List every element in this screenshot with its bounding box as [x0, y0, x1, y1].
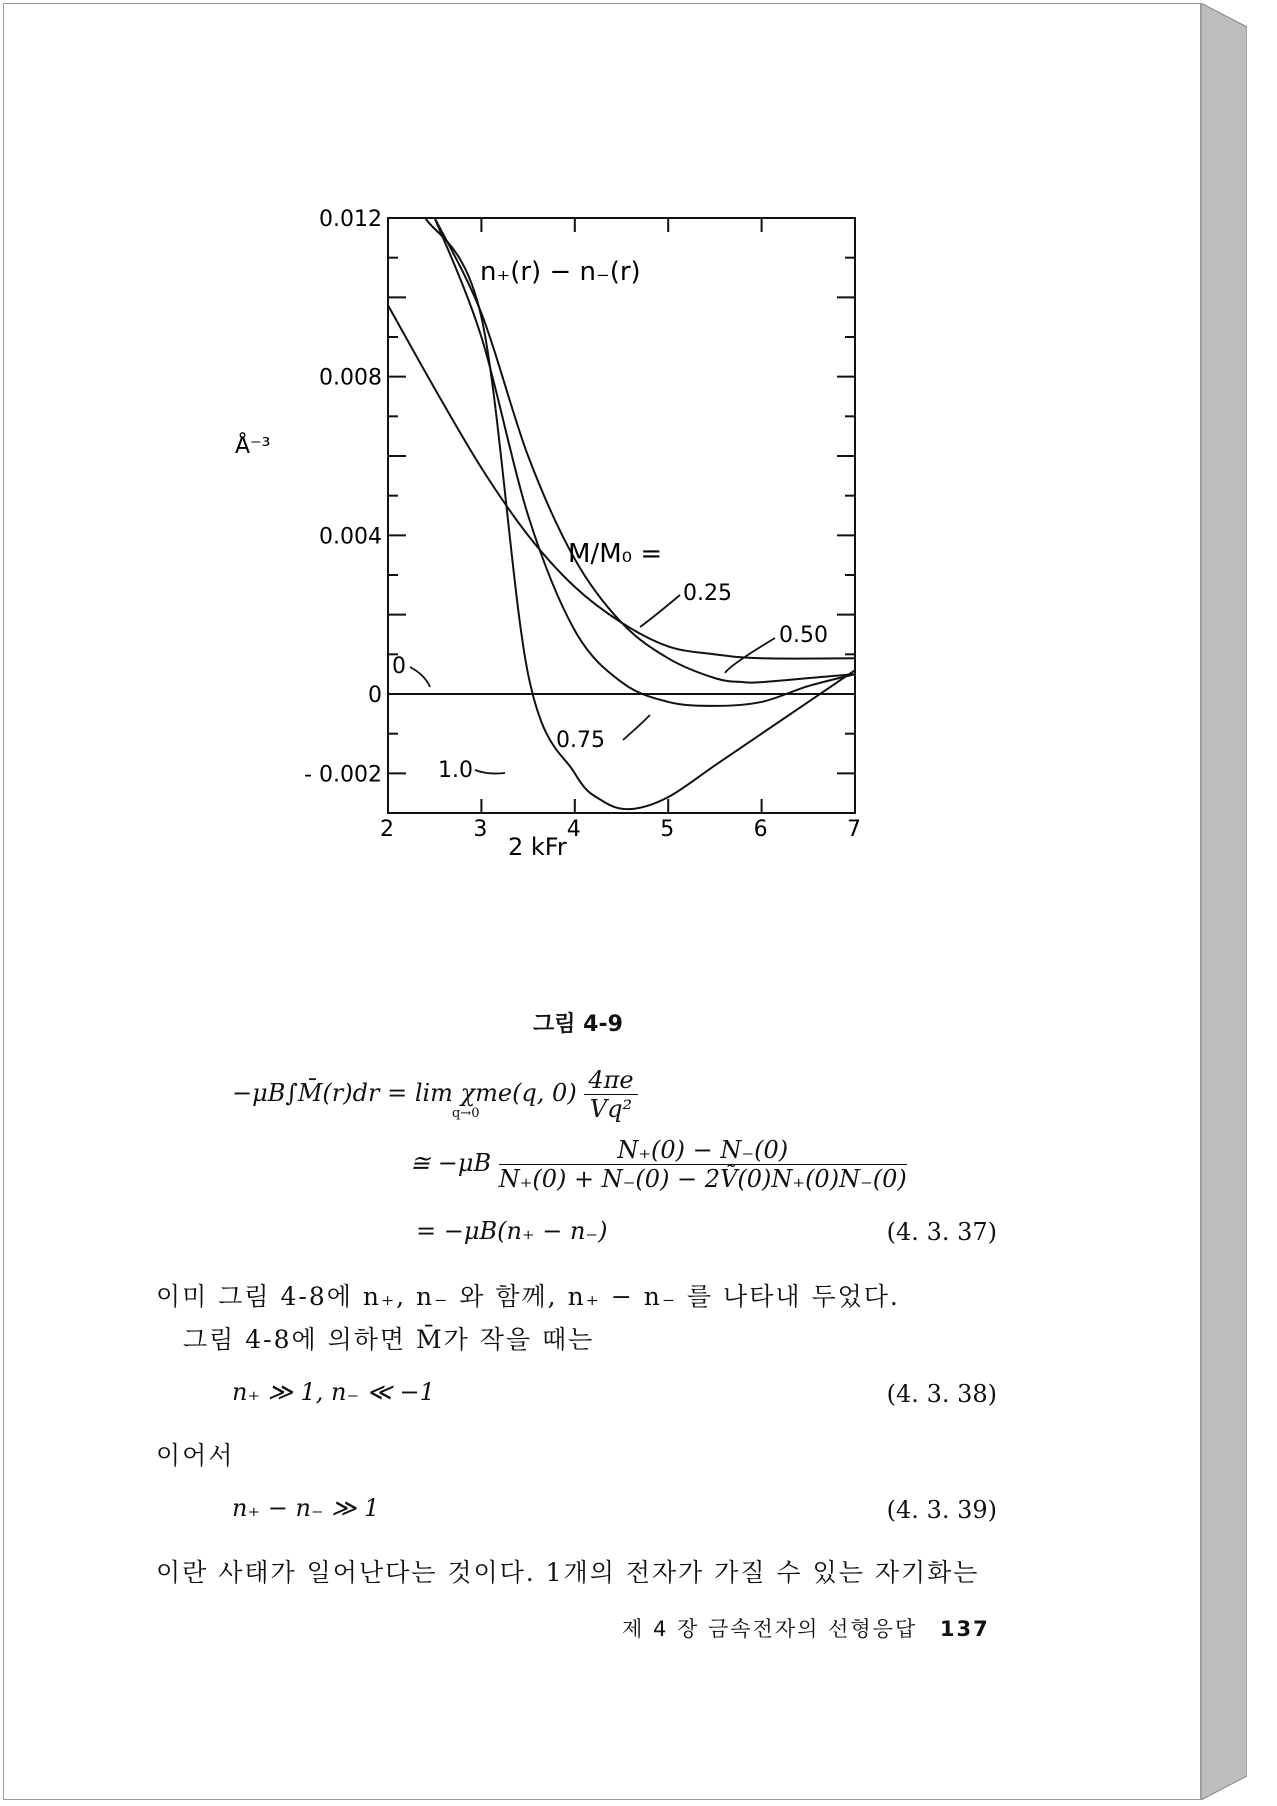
- text-line-1: 이미 그림 4-8에 n₊, n₋ 와 함께, n₊ − n₋ 를 나타내 두었다.: [156, 1282, 900, 1311]
- y-tick-label: 0: [368, 683, 382, 708]
- series-line-025: [388, 305, 855, 658]
- equation-5-number: (4. 3. 39): [886, 1496, 997, 1524]
- label-leader-line: [475, 770, 505, 774]
- label-series-075: 0.75: [556, 728, 605, 753]
- page-footer: [622, 1613, 990, 1643]
- label-series-100: 1.0: [438, 758, 473, 783]
- eq2-numerator: N₊(0) − N₋(0): [499, 1136, 907, 1165]
- equation-5: n₊ − n₋ ≫ 1: [232, 1494, 380, 1522]
- y-tick-label: 0.004: [319, 524, 382, 550]
- figure-4-9: [230, 195, 890, 1055]
- label-series-050: 0.50: [779, 623, 828, 648]
- equation-1: [232, 1066, 638, 1123]
- series-line-050: [435, 218, 855, 683]
- footer-chapter: 제 4 장 금속전자의 선형응답: [622, 1617, 918, 1641]
- eq2-prefix: ≅ −μB: [410, 1149, 492, 1177]
- text-line-4: 이란 사태가 일어난다는 것이다. 1개의 전자가 가질 수 있는 자기화는: [156, 1558, 980, 1587]
- x-tick-label: 5: [660, 817, 675, 842]
- text-line-3: 이어서: [156, 1441, 235, 1470]
- eq1-lhs: −μB∫M̄(r)dr = lim χme(q, 0): [232, 1079, 577, 1107]
- eq1-limit-subscript: q→0: [452, 1106, 480, 1121]
- figure-caption: 그림 4-9: [533, 1012, 623, 1037]
- chart-title: n₊(r) − n₋(r): [480, 257, 641, 287]
- equation-4: n₊ ≫ 1, n₋ ≪ −1: [232, 1378, 435, 1406]
- y-tick-label: 0.008: [319, 365, 382, 391]
- chart-svg: [230, 195, 890, 1055]
- equation-3-number: (4. 3. 37): [886, 1218, 997, 1246]
- eq1-fraction: [584, 1066, 637, 1123]
- y-tick-label: - 0.002: [304, 762, 382, 788]
- x-tick-label: 4: [566, 817, 581, 842]
- eq2-fraction: [499, 1136, 907, 1193]
- eq2-denominator: N₊(0) + N₋(0) − 2Ṽ(0)N₊(0)N₋(0): [498, 1165, 907, 1193]
- label-series-0: 0: [392, 654, 406, 679]
- legend-title: M/M₀ =: [568, 539, 663, 569]
- label-leader-line: [640, 595, 680, 627]
- page-spine: [1201, 3, 1247, 1800]
- label-leader-line: [623, 715, 650, 740]
- label-leader-line: [410, 667, 430, 687]
- eq1-numerator: 4πe: [584, 1066, 637, 1095]
- y-axis-label: Å⁻³: [235, 434, 271, 459]
- equation-3: = −μB(n₊ − n₋): [416, 1217, 608, 1245]
- plot-frame: [388, 218, 855, 813]
- y-tick-label: 0.012: [319, 207, 382, 232]
- x-tick-label: 2: [380, 817, 394, 842]
- x-tick-label: 3: [473, 817, 488, 842]
- x-axis-label: 2 kFr: [508, 833, 567, 861]
- label-series-025: 0.25: [683, 581, 732, 606]
- equation-2: [410, 1136, 907, 1193]
- eq1-denominator: Vq²: [589, 1095, 633, 1123]
- page-number: 137: [939, 1617, 990, 1641]
- text-line-2: 그림 4-8에 의하면 M̄가 작을 때는: [183, 1325, 595, 1354]
- equation-4-number: (4. 3. 38): [886, 1380, 997, 1408]
- series-line-10: [425, 218, 855, 809]
- x-tick-label: 6: [753, 817, 768, 842]
- x-tick-label: 7: [847, 817, 861, 842]
